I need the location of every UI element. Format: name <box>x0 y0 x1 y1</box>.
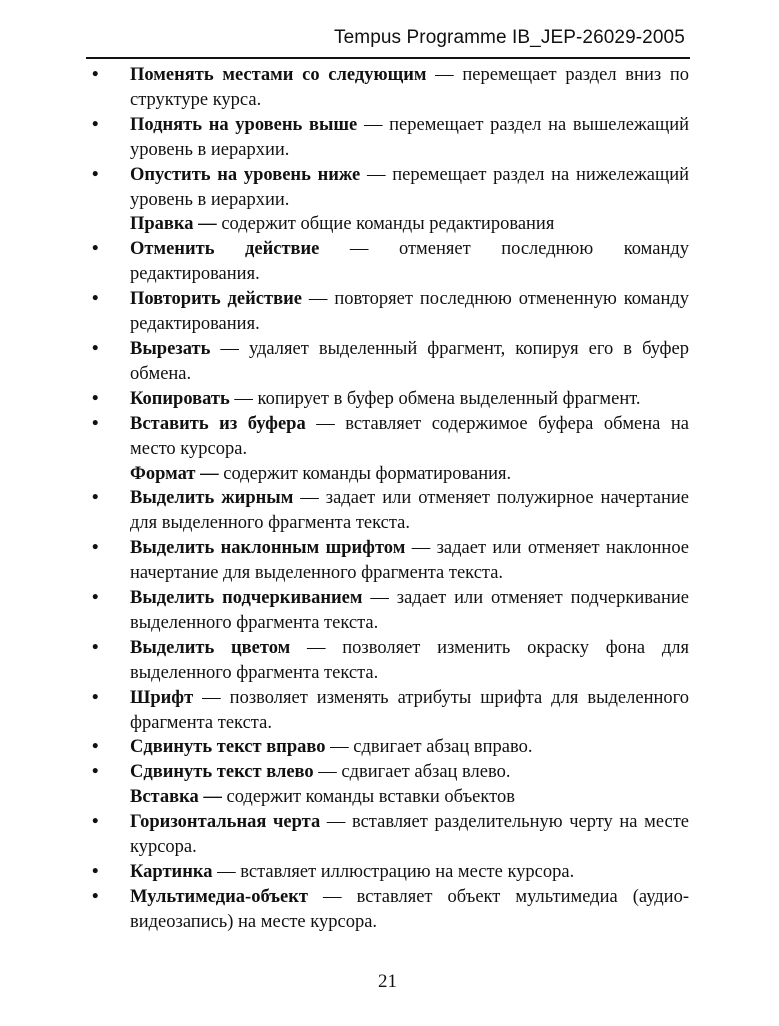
header-rule <box>86 57 690 59</box>
menu-name: Формат — <box>130 463 219 484</box>
list-item <box>88 636 689 686</box>
bullet-marker: • <box>92 388 99 409</box>
list-item <box>88 113 689 163</box>
command-description: позволяет изменить окраску фона для выделенного фрагмента текста. <box>130 637 690 683</box>
command-name: Копировать <box>130 388 230 409</box>
separator: — <box>210 338 249 359</box>
section-heading <box>88 785 689 810</box>
section-heading <box>88 462 689 487</box>
separator: — <box>193 687 230 708</box>
separator: — <box>290 637 343 658</box>
list-item <box>88 486 689 536</box>
command-description: отменяет последнюю команду редактирования. <box>130 239 690 285</box>
command-description: сдвигает абзац влево. <box>341 762 511 783</box>
command-name: Выделить жирным <box>130 488 294 509</box>
separator: — <box>357 114 390 135</box>
menu-command-list <box>88 63 689 935</box>
separator: — <box>405 538 437 559</box>
command-name: Поменять местами со следующим <box>130 65 427 85</box>
bullet-marker: • <box>92 114 99 135</box>
command-description: сдвигает абзац вправо. <box>353 737 533 758</box>
command-description: задает или отменяет подчеркивание выделенного фрагмента текста. <box>130 588 689 633</box>
bullet-marker: • <box>92 239 99 260</box>
section-heading <box>88 212 689 237</box>
command-description: удаляет выделенный фрагмент, копируя его в буфер обмена. <box>130 338 690 384</box>
list-item <box>88 387 689 412</box>
command-description: задает или отменяет наклонное начертание для выделенного фрагмента текста. <box>130 538 690 584</box>
bullet-marker: • <box>92 637 99 658</box>
bullet-marker: • <box>92 488 99 509</box>
command-name: Выделить цветом <box>130 637 291 658</box>
list-item <box>88 686 689 736</box>
list-item <box>88 760 689 785</box>
command-name: Картинка <box>130 862 213 882</box>
separator: — <box>212 862 241 882</box>
bullet-marker: • <box>92 413 99 434</box>
bullet-marker: • <box>92 886 99 907</box>
separator: — <box>229 388 258 409</box>
command-name: Отменить действие <box>130 239 320 260</box>
list-item <box>88 337 689 387</box>
command-description: содержит команды форматирования. <box>223 463 512 484</box>
command-description: позволяет изменять атрибуты шрифта для выделенного фрагмента текста. <box>130 687 689 733</box>
command-description: вставляет объект мультимедиа (аудио- видеозапись) на месте курсора. <box>130 886 689 932</box>
bullet-marker: • <box>92 588 99 609</box>
command-name: Поднять на уровень выше <box>130 114 358 135</box>
command-name: Повторить действие <box>130 289 302 310</box>
bullet-marker: • <box>92 538 99 559</box>
list-item <box>88 412 689 462</box>
command-name: Выделить подчеркиванием <box>130 588 363 609</box>
command-description: перемещает раздел на нижележащий уровень в иерархии. <box>130 164 690 210</box>
command-description: содержит команды вставки объектов <box>226 787 515 808</box>
separator: — <box>360 164 393 185</box>
separator: — <box>301 289 335 310</box>
command-name: Вставить из буфера <box>130 413 306 434</box>
list-item <box>88 536 689 586</box>
list-item <box>88 63 689 113</box>
command-description: копирует в буфер обмена выделенный фрагмент. <box>257 388 641 409</box>
command-description: повторяет последнюю отмененную команду редактирования. <box>130 289 690 335</box>
list-item <box>88 163 689 213</box>
command-name: Сдвинуть текст вправо <box>130 737 326 758</box>
command-name: Вырезать <box>130 338 211 359</box>
command-name: Опустить на уровень ниже <box>130 164 361 185</box>
separator: — <box>426 65 463 85</box>
menu-name: Вставка — <box>130 787 222 808</box>
list-item <box>88 810 689 860</box>
separator: — <box>362 588 397 609</box>
command-name: Горизонтальная черта <box>130 812 321 833</box>
separator: — <box>325 737 354 758</box>
command-description: содержит общие команды редактирования <box>221 214 555 235</box>
running-header: Tempus Programme IB_JEP-26029-2005 <box>334 27 685 48</box>
separator: — <box>319 239 399 260</box>
separator: — <box>293 488 326 509</box>
list-item <box>88 735 689 760</box>
separator: — <box>313 762 342 783</box>
command-description: перемещает раздел на вышележащий уровень в иерархии. <box>130 114 690 160</box>
command-name: Мультимедиа-объект <box>130 886 308 907</box>
command-name: Шрифт <box>130 687 194 708</box>
bullet-marker: • <box>92 737 99 758</box>
list-item <box>88 860 689 885</box>
list-item <box>88 586 689 636</box>
command-description: вставляет разделительную черту на месте курсора. <box>130 812 690 858</box>
command-description: вставляет иллюстрацию на месте курсора. <box>240 862 575 882</box>
list-item <box>88 885 689 935</box>
separator: — <box>305 413 346 434</box>
bullet-marker: • <box>92 338 99 359</box>
command-description: задает или отменяет полужирное начертание для выделенного фрагмента текста. <box>130 488 689 534</box>
separator: — <box>320 812 352 833</box>
bullet-marker: • <box>92 687 99 708</box>
command-name: Сдвинуть текст влево <box>130 762 314 783</box>
bullet-marker: • <box>92 164 99 185</box>
bullet-marker: • <box>92 862 99 882</box>
separator: — <box>308 886 357 907</box>
command-description: перемещает раздел вниз по структуре курса. <box>130 65 690 110</box>
bullet-marker: • <box>92 812 99 833</box>
bullet-marker: • <box>92 762 99 783</box>
command-description: вставляет содержимое буфера обмена на место курсора. <box>130 413 690 459</box>
list-item <box>88 237 689 287</box>
bullet-marker: • <box>92 65 99 85</box>
bullet-marker: • <box>92 289 99 310</box>
menu-name: Правка — <box>130 214 217 235</box>
list-item <box>88 287 689 337</box>
command-name: Выделить наклонным шрифтом <box>130 538 406 559</box>
page-number: 21 <box>378 971 397 992</box>
